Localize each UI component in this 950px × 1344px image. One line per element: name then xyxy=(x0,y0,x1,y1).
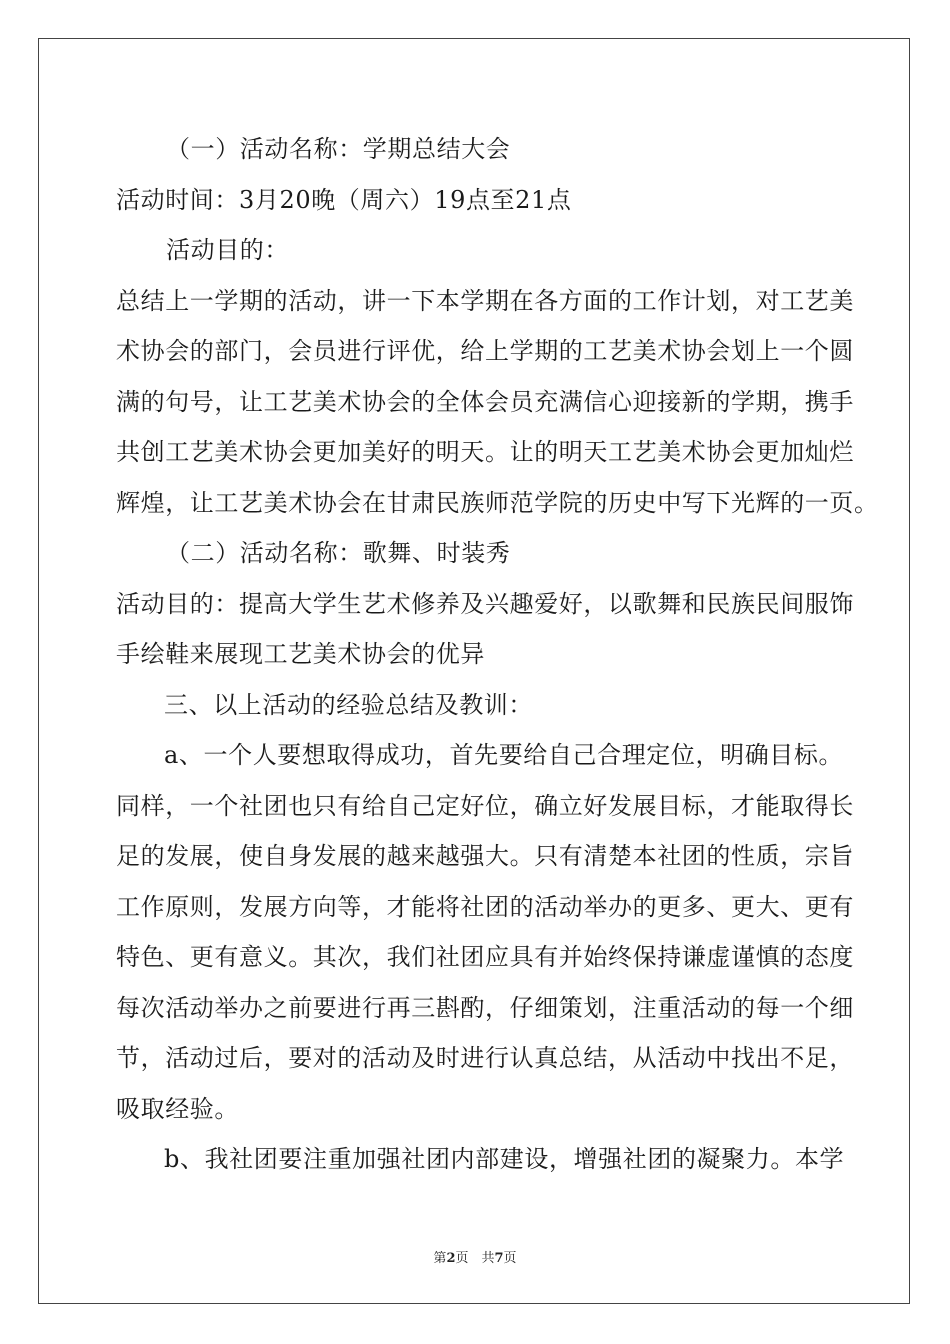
paragraph-line: 足的发展，使自身发展的越来越强大。只有清楚本社团的性质，宗旨 xyxy=(116,842,854,870)
document-body xyxy=(116,124,879,1185)
paragraph-line: 活动目的： xyxy=(166,236,289,264)
paragraph-line: b、我社团要注重加强社团内部建设，增强社团的凝聚力。本学 xyxy=(164,1145,845,1173)
paragraph-line: 满的句号，让工艺美术协会的全体会员充满信心迎接新的学期，携手 xyxy=(116,387,854,416)
paragraph-line: 手绘鞋来展现工艺美术协会的优异 xyxy=(116,640,485,668)
page-suffix: 页 xyxy=(503,1251,517,1266)
paragraph-line: 吸取经验。 xyxy=(116,1094,239,1123)
page-mid: 页 共 xyxy=(455,1251,495,1266)
paragraph-line: a、一个人要想取得成功，首先要给自己合理定位，明确目标。 xyxy=(164,741,844,769)
paragraph-line: 活动时间：3月20晚（周六）19点至21点 xyxy=(116,185,572,214)
paragraph-line: 每次活动举办之前要进行再三斟酌，仔细策划，注重活动的每一个细 xyxy=(116,993,854,1022)
paragraph-line: 节，活动过后，要对的活动及时进行认真总结，从活动中找出不足， xyxy=(116,1044,854,1072)
paragraph-line: 共创工艺美术协会更加美好的明天。让的明天工艺美术协会更加灿烂 xyxy=(116,438,854,466)
paragraph-line: 活动目的：提高大学生艺术修养及兴趣爱好，以歌舞和民族民间服饰 xyxy=(116,589,854,618)
paragraph-line: 特色、更有意义。其次，我们社团应具有并始终保持谦虚谨慎的态度 xyxy=(116,943,854,971)
section-heading: （一）活动名称：学期总结大会 xyxy=(166,135,511,163)
current-page-number: 2 xyxy=(446,1251,456,1266)
paragraph-line: 术协会的部门，会员进行评优，给上学期的工艺美术协会划上一个圆 xyxy=(116,337,854,365)
paragraph-line: 同样，一个社团也只有给自己定好位，确立好发展目标，才能取得长 xyxy=(116,791,854,820)
section-heading: （二）活动名称：歌舞、时装秀 xyxy=(166,539,511,567)
section-heading: 三、以上活动的经验总结及教训： xyxy=(164,690,533,719)
paragraph-line: 工作原则，发展方向等，才能将社团的活动举办的更多、更大、更有 xyxy=(116,892,854,921)
paragraph-line: 总结上一学期的活动，讲一下本学期在各方面的工作计划，对工艺美 xyxy=(116,286,854,315)
page-number-footer xyxy=(0,1247,950,1266)
total-page-number: 7 xyxy=(494,1251,504,1266)
page-prefix: 第 xyxy=(433,1251,447,1266)
paragraph-line: 辉煌，让工艺美术协会在甘肃民族师范学院的历史中写下光辉的一页。 xyxy=(116,488,879,517)
